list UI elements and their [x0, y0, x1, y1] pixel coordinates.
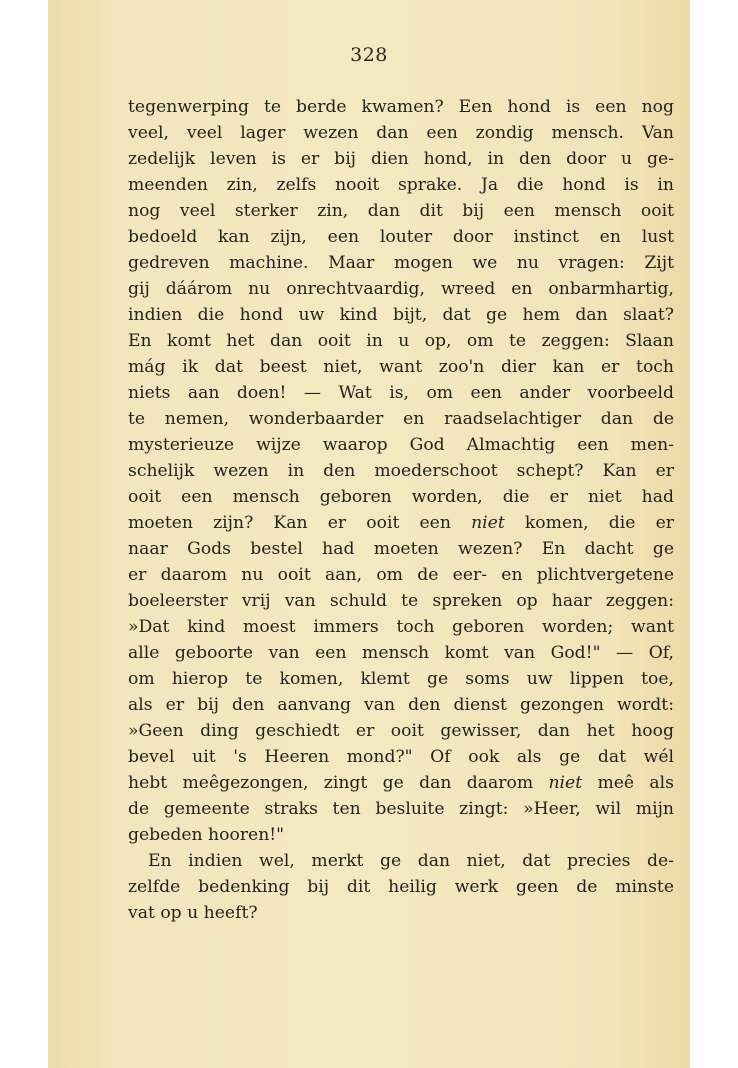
text-line	[128, 328, 674, 354]
text-segment: »Dat kind moest immers toch geboren worden; want	[128, 617, 674, 637]
text-segment: niets aan doen! — Wat is, om een ander voorbeeld	[128, 383, 674, 403]
text-segment: hebt meêgezongen, zingt ge dan daarom	[128, 773, 549, 793]
text-segment: als er bij den aanvang van den dienst gezongen wordt:	[128, 695, 674, 715]
text-line	[128, 900, 674, 926]
text-line	[128, 224, 674, 250]
text-line	[128, 380, 674, 406]
text-segment: schelijk wezen in den moederschoot schept? Kan er	[128, 461, 674, 481]
text-segment: de gemeente straks ten besluite zingt: »Heer, wil mijn	[128, 799, 674, 819]
text-segment: tegenwerping te berde kwamen? Een hond is een nog	[128, 97, 674, 117]
text-segment: te nemen, wonderbaarder en raadselachtiger dan de	[128, 409, 674, 429]
body-text	[128, 94, 674, 926]
text-line	[128, 250, 674, 276]
emphasized-text: niet	[548, 773, 583, 793]
text-segment: boeleerster vrij van schuld te spreken op haar zeggen:	[128, 591, 674, 611]
text-segment: komen, die er	[504, 513, 675, 533]
text-line	[128, 640, 674, 666]
text-line	[128, 510, 674, 536]
text-line	[128, 536, 674, 562]
text-segment: En indien wel, merkt ge dan niet, dat precies de-	[148, 851, 674, 871]
text-line	[128, 822, 674, 848]
text-line	[128, 562, 674, 588]
text-line	[128, 198, 674, 224]
text-line	[128, 692, 674, 718]
text-segment: gij dáárom nu onrechtvaardig, wreed en onbarmhartig,	[128, 279, 674, 299]
text-segment: En komt het dan ooit in u op, om te zeggen: Slaan	[128, 331, 674, 351]
text-segment: indien die hond uw kind bijt, dat ge hem dan slaat?	[128, 305, 674, 325]
text-line	[128, 718, 674, 744]
text-line	[128, 406, 674, 432]
text-line	[128, 588, 674, 614]
text-segment: mysterieuze wijze waarop God Almachtig een men-	[128, 435, 674, 455]
text-segment: vat op u heeft?	[128, 903, 258, 923]
text-line	[128, 874, 674, 900]
text-line	[128, 666, 674, 692]
text-segment: veel, veel lager wezen dan een zondig mensch. Van	[128, 123, 674, 143]
text-line	[128, 146, 674, 172]
text-segment: meê als	[582, 773, 674, 793]
text-segment: meenden zin, zelfs nooit sprake. Ja die hond is in	[128, 175, 674, 195]
book-page	[48, 0, 690, 1068]
text-segment: alle geboorte van een mensch komt van God!" — Of,	[128, 643, 674, 663]
text-line	[128, 458, 674, 484]
text-line	[128, 94, 674, 120]
text-line	[128, 432, 674, 458]
text-segment: nog veel sterker zin, dan dit bij een mensch ooit	[128, 201, 674, 221]
text-segment: bedoeld kan zijn, een louter door instinct en lust	[128, 227, 674, 247]
text-segment: bevel uit 's Heeren mond?" Of ook als ge dat wél	[128, 747, 674, 767]
text-segment: moeten zijn? Kan er ooit een	[128, 513, 472, 533]
text-segment: naar Gods bestel had moeten wezen? En dacht ge	[128, 539, 674, 559]
text-line	[128, 744, 674, 770]
text-segment: zelfde bedenking bij dit heilig werk geen de minste	[128, 877, 674, 897]
text-segment: mág ik dat beest niet, want zoo'n dier kan er toch	[128, 357, 674, 377]
text-line	[128, 770, 674, 796]
page-number: 328	[350, 44, 388, 66]
text-line	[128, 848, 674, 874]
text-segment: »Geen ding geschiedt er ooit gewisser, dan het hoog	[128, 721, 674, 741]
text-segment: om hierop te komen, klemt ge soms uw lippen toe,	[128, 669, 674, 689]
text-line	[128, 276, 674, 302]
text-segment: zedelijk leven is er bij dien hond, in den door u ge-	[128, 149, 674, 169]
text-segment: er daarom nu ooit aan, om de eer- en plichtvergetene	[128, 565, 674, 585]
text-segment: ooit een mensch geboren worden, die er niet had	[128, 487, 674, 507]
text-segment: gedreven machine. Maar mogen we nu vragen: Zijt	[128, 253, 674, 273]
text-line	[128, 172, 674, 198]
text-segment: gebeden hooren!"	[128, 825, 285, 845]
text-line	[128, 484, 674, 510]
text-line	[128, 302, 674, 328]
text-line	[128, 796, 674, 822]
text-line	[128, 120, 674, 146]
emphasized-text: niet	[471, 513, 505, 533]
text-line	[128, 354, 674, 380]
text-line	[128, 614, 674, 640]
